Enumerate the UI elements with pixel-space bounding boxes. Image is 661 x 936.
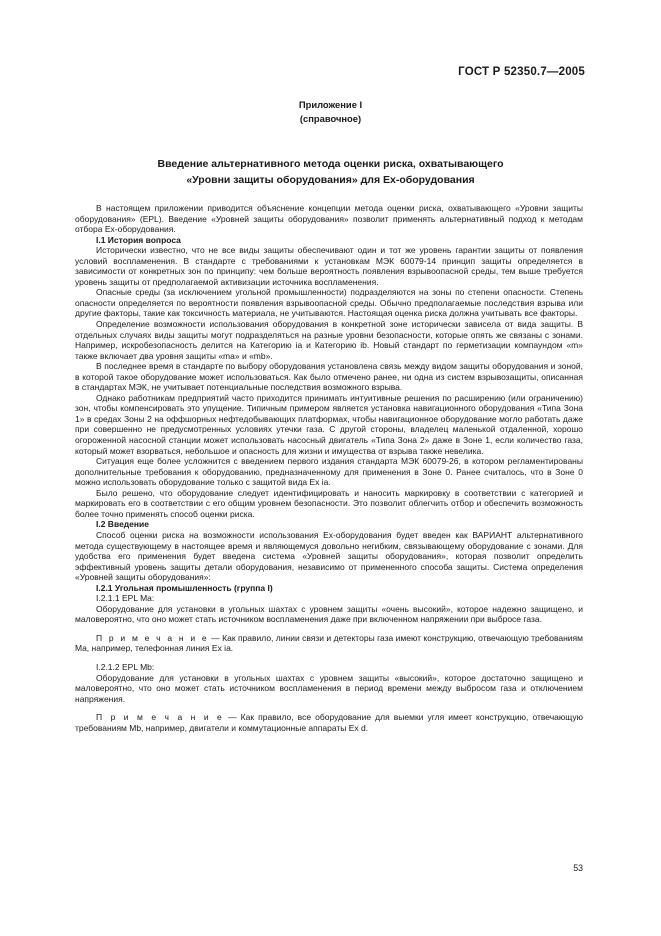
standard-header: ГОСТ Р 52350.7—2005 xyxy=(458,66,585,78)
paragraph: Исторически известно, что не все виды защиты обеспечивают один и тот же уровень гарантии защиты от появления условий воспламенения. В стандарте с требованиями к установкам МЭК 60079-14 принцип защиты определяется в зависимости от конкретных зон по принципу: чем больше вероятность появления взрывоопасной среды, тем выше требуется уровень защиты от предполагаемой активизации источника воспламенения. xyxy=(75,245,583,287)
body-text xyxy=(75,203,583,733)
spacer xyxy=(75,625,583,633)
subsection-heading: I.2.1 Угольная промышленность (группа I) xyxy=(96,582,273,593)
spacer xyxy=(75,704,583,712)
item-heading: I.2.1.1 EPL Ma: xyxy=(96,593,155,604)
paragraph: Определение возможности использования оборудования в конкретной зоне исторически зависела от вида защиты. В отдельных случаях виды защиты могут подразделяться на разные уровни безопасности, которые опять же связаны с зонами. Например, искробезопасность делится на Категорию ia и Категорию ib. Новый стандарт по герметизации компаундом «m» также включает два уровня защиты «ma» и «mb». xyxy=(75,319,583,361)
note-label: П р и м е ч а н и е xyxy=(96,632,209,643)
paragraph: Опасные среды (за исключением угольной промышленности) подразделяются на зоны по степени опасности. Степень опасности определяется по вероятности появления взрывоопасной среды. Обычно предполагаемые последствия взрыва или другие факторы, такие как токсичность материала, не учитываются. Настоящая оценка риска должна учитывать все факторы. xyxy=(75,287,583,319)
note-label: П р и м е ч а н и е xyxy=(96,712,224,723)
appendix-label: Приложение I xyxy=(298,99,363,110)
paragraph: Оборудование для установки в угольных шахтах с уровнем защиты «очень высокий», которое надежно защищено, и маловероятно, что оно может стать источником воспламенения даже при включенном напряжении при выбросе газа. xyxy=(75,603,583,625)
section-title-line-1: Введение альтернативного метода оценки риска, охватывающего xyxy=(157,158,504,170)
note xyxy=(75,633,583,654)
note-text: — Как правило, все оборудование для выемки угля имеет конструкцию, отвечающую требованиям Mb, например, двигатели и коммутационные аппараты Ex d. xyxy=(75,712,583,733)
subsection-heading: I.1 История вопроса xyxy=(96,234,181,245)
paragraph: В настоящем приложении приводится объяснение концепции метода оценки риска, охватывающего «Уровни защиты оборудования» (EPL). Введение «Уровней защиты оборудования» позволит применять альтернативный подход к методам отбора Ex-оборудования. xyxy=(75,203,583,235)
item-heading: I.2.1.2 EPL Mb: xyxy=(96,661,155,672)
note-text: — Как правило, линии связи и детекторы газа имеют конструкцию, отвечающую требованиям Ma, например, телефонная линия Ex ia. xyxy=(75,632,583,654)
appendix-note: (справочное) xyxy=(299,113,362,124)
paragraph: Однако работникам предприятий часто приходится принимать интуитивные решения по расширению (или ограничению) зон, чтобы компенсировать это упущение. Типичным примером является установка навигационного оборудования «Типа Зона 1» в средах Зоны 2 на оффшорных нефтедобывающих платформах, чтобы навигационное оборудование могло работать даже при совершенно не предусмотренных условиях утечки газа. С другой стороны, владелец маленькой отдаленной, хорошо огороженной насосной станции может использовать насосный двигатель «Типа Зона 2» даже в Зоне 1, если количество газа, который может взорваться, небольшое и опасность для жизни и имущества от взрыва также невелика. xyxy=(75,392,583,456)
section-title-line-2: «Уровни защиты оборудования» для Ex-оборудования xyxy=(186,174,475,186)
note xyxy=(75,712,583,733)
paragraph: В последнее время в стандарте по выбору оборудования установлена связь между видом защиты оборудования и зоной, в которой такое оборудование может использоваться. Как было отмечено ранее, ни одна из систем взрывозащиты, описанная в стандартах МЭК, не учитывает потенциальные последствия возможного взрыва. xyxy=(75,361,583,393)
spacer xyxy=(75,654,583,662)
subsection-heading: I.2 Введение xyxy=(96,519,150,530)
paragraph: Способ оценки риска на возможности использования Ex-оборудования будет введен как ВАРИАНТ альтернативного метода существующему в настоящее время и являющемуся довольно негибким, связывающему оборудование с зонами. Для удобства его применения будет введена система «Уровней защиты оборудования», которая позволит определить эффективный уровень защиты детали оборудования, независимо от примененного способа защиты. Система определения «Уровней защиты оборудования»: xyxy=(75,529,583,583)
paragraph: Оборудование для установки в угольных шахтах с уровнем защиты «высокий», которое достаточно защищено и маловероятно, что оно может стать источником воспламенения в период времени между выбросом газа и отключением напряжения. xyxy=(75,672,583,704)
page-number: 53 xyxy=(573,863,583,873)
paragraph: Ситуация еще более усложнится с введением первого издания стандарта МЭК 60079-26, в котором регламентированы дополнительные требования к оборудованию, предназначенному для применения в Зоне 0. Ранее считалось, что в Зоне 0 можно использовать оборудование только с защитой вида Ex ia. xyxy=(75,456,583,488)
paragraph: Было решено, что оборудование следует идентифицировать и наносить маркировку в соответствии с категорией и маркировать его в соответствии с его общим уровнем безопасности. Это позволит облегчить отбор и обеспечить возможность более точно применять способ оценки риска. xyxy=(75,487,583,519)
